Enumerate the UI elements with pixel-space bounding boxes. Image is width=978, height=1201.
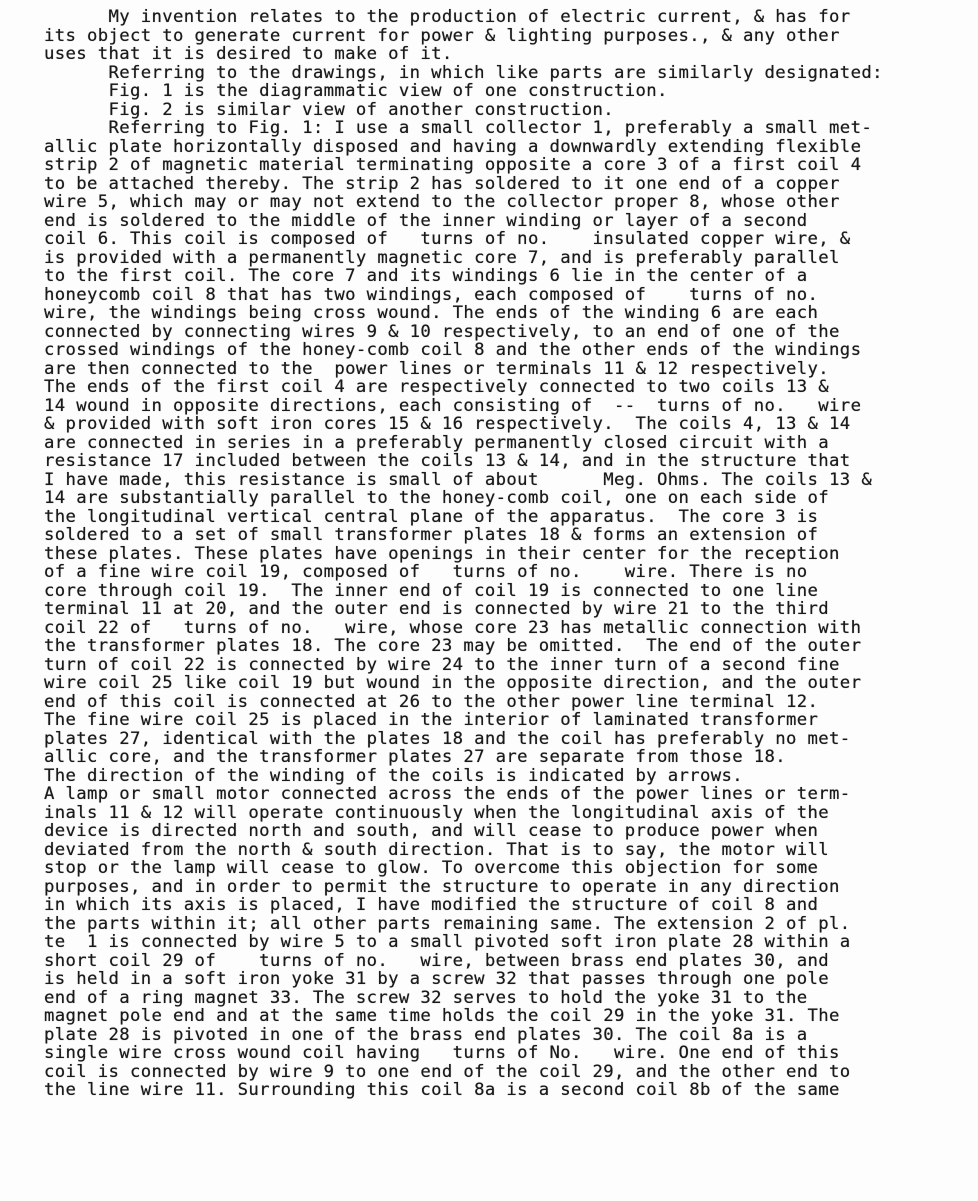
text-line: these plates. These plates have openings in their center for the reception <box>44 543 840 564</box>
text-line: to the first coil. The core 7 and its windings 6 lie in the center of a <box>44 266 808 286</box>
text-line: connected by connecting wires 9 & 10 respectively, to an end of one of the <box>44 321 840 342</box>
text-line: wire 5, which may or may not extend to the collector proper 8, whose other <box>44 192 840 212</box>
text-line: The ends of the first coil 4 are respectively connected to two coils 13 & <box>44 377 830 397</box>
text-line: 14 wound in opposite directions, each consisting of -- turns of no. wire <box>44 395 862 416</box>
text-line: The direction of the winding of the coils is indicated by arrows. <box>44 765 744 786</box>
text-line: Referring to Fig. 1: I use a small collector 1, preferably a small met- <box>44 118 873 138</box>
text-line: core through coil 19. The inner end of coil 19 is connected to one line <box>44 580 819 601</box>
text-line: is held in a soft iron yoke 31 by a screw 32 that passes through one pole <box>44 969 830 989</box>
text-line: deviated from the north & south direction. That is to say, the motor will <box>44 839 830 860</box>
text-line: My invention relates to the production of electric current, & has for <box>44 7 851 27</box>
text-line: A lamp or small motor connected across the ends of the power lines or term- <box>44 784 851 804</box>
text-line: honeycomb coil 8 that has two windings, each composed of turns of no. <box>44 284 819 305</box>
text-line: resistance 17 included between the coils 13 & 14, and in the structure that <box>44 451 851 471</box>
text-line: te 1 is connected by wire 5 to a small pivoted soft iron plate 28 within a <box>44 932 851 952</box>
text-line: turn of coil 22 is connected by wire 24 to the inner turn of a second fine <box>44 654 840 675</box>
text-line: Fig. 2 is similar view of another construction. <box>44 99 614 120</box>
text-line: end of a ring magnet 33. The screw 32 serves to hold the yoke 31 to the <box>44 987 808 1008</box>
text-line: magnet pole end and at the same time holds the coil 29 in the yoke 31. The <box>44 1006 840 1026</box>
text-line: wire, the windings being cross wound. The ends of the winding 6 are each <box>44 303 819 323</box>
text-line: soldered to a set of small transformer plates 18 & forms an extension of <box>44 525 819 545</box>
text-line: crossed windings of the honey-comb coil 8 and the other ends of the windings <box>44 340 862 360</box>
text-line: allic core, and the transformer plates 27 are separate from those 18. <box>44 747 787 767</box>
text-line: coil is connected by wire 9 to one end of the coil 29, and the other end to <box>44 1061 851 1082</box>
text-line: coil 22 of turns of no. wire, whose core 23 has metallic connection with <box>44 617 862 638</box>
text-line: the parts within it; all other parts remaining same. The extension 2 of pl. <box>44 913 851 934</box>
text-line: coil 6. This coil is composed of turns of no. insulated copper wire, & <box>44 229 851 249</box>
text-line: in which its axis is placed, I have modified the structure of coil 8 and <box>44 895 819 915</box>
text-line: plates 27, identical with the plates 18 and the coil has preferably no met- <box>44 728 851 749</box>
text-line: short coil 29 of turns of no. wire, between brass end plates 30, and <box>44 950 830 971</box>
text-line: strip 2 of magnetic material terminating opposite a core 3 of a first coil 4 <box>44 155 862 175</box>
text-line: & provided with soft iron cores 15 & 16 respectively. The coils 4, 13 & 14 <box>44 414 851 434</box>
text-line: inals 11 & 12 will operate continuously when the longitudinal axis of the <box>44 802 830 823</box>
text-line: uses that it is desired to make of it. <box>44 44 453 64</box>
text-line: single wire cross wound coil having turns of No. wire. One end of this <box>44 1043 840 1063</box>
text-line: I have made, this resistance is small of about Meg. Ohms. The coils 13 & <box>44 469 873 490</box>
text-line: is provided with a permanently magnetic core 7, and is preferably parallel <box>44 247 840 268</box>
text-line: end is soldered to the middle of the inner winding or layer of a second <box>44 210 808 231</box>
text-line: the line wire 11. Surrounding this coil 8a is a second coil 8b of the same <box>44 1080 840 1100</box>
text-line: the transformer plates 18. The core 23 may be omitted. The end of the outer <box>44 636 862 656</box>
text-line: Fig. 1 is the diagrammatic view of one construction. <box>44 81 668 101</box>
text-line: end of this coil is connected at 26 to the other power line terminal 12. <box>44 691 819 712</box>
text-line: are connected in series in a preferably permanently closed circuit with a <box>44 432 830 453</box>
text-line: its object to generate current for power & lighting purposes., & any other <box>44 25 840 46</box>
text-line: wire coil 25 like coil 19 but wound in the opposite direction, and the outer <box>44 673 862 693</box>
text-line: plate 28 is pivoted in one of the brass end plates 30. The coil 8a is a <box>44 1024 808 1045</box>
text-line: 14 are substantially parallel to the honey-comb coil, one on each side of <box>44 488 830 508</box>
text-line: purposes, and in order to permit the structure to operate in any direction <box>44 876 840 897</box>
text-line: the longitudinal vertical central plane of the apparatus. The core 3 is <box>44 506 819 527</box>
text-line: Referring to the drawings, in which like parts are similarly designated: <box>44 62 883 83</box>
text-line: stop or the lamp will cease to glow. To overcome this objection for some <box>44 858 819 878</box>
text-line: to be attached thereby. The strip 2 has soldered to it one end of a copper <box>44 173 840 194</box>
text-line: allic plate horizontally disposed and having a downwardly extending flexible <box>44 136 862 157</box>
text-line: of a fine wire coil 19, composed of turns of no. wire. There is no <box>44 562 808 582</box>
text-line: device is directed north and south, and will cease to produce power when <box>44 821 819 841</box>
typewritten-text <box>44 8 968 1100</box>
text-line: The fine wire coil 25 is placed in the interior of laminated transformer <box>44 710 819 730</box>
text-line: are then connected to the power lines or terminals 11 & 12 respectively. <box>44 358 830 379</box>
text-line: terminal 11 at 20, and the outer end is connected by wire 21 to the third <box>44 599 830 619</box>
